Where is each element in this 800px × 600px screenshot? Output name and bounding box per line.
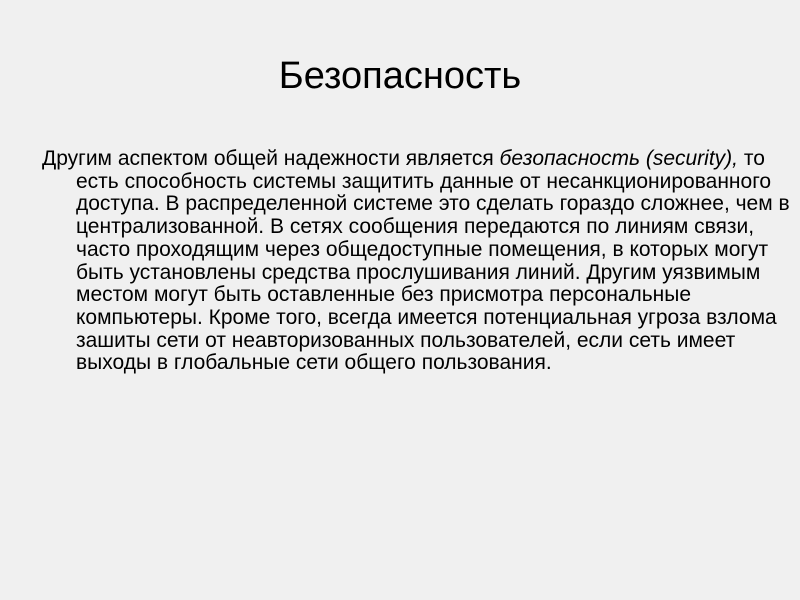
body-intro-text: Другим аспектом общей надежности является: [42, 147, 500, 170]
slide-title: Безопасность: [278, 55, 522, 97]
body-term-text: безопасность (security),: [499, 147, 739, 170]
slide-body-paragraph: [42, 148, 796, 375]
body-rest-text: то есть способность системы защитить данные от несанкционированного доступа. В распределенной системе это сделать гораздо сложнее, чем в централизованной. В сетях сообщения передаются по линиям связи, часто проходящим через общедоступные помещения, в которых могут быть установлены средства прослушивания линий. Другим уязвимым местом могут быть оставленные без присмотра персональные компьютеры. Кроме того, всегда имеется потенциальная угроза взлома зашиты сети от неавторизованных пользователей, если сеть имеет выходы в глобальные сети общего пользования.: [76, 147, 790, 375]
